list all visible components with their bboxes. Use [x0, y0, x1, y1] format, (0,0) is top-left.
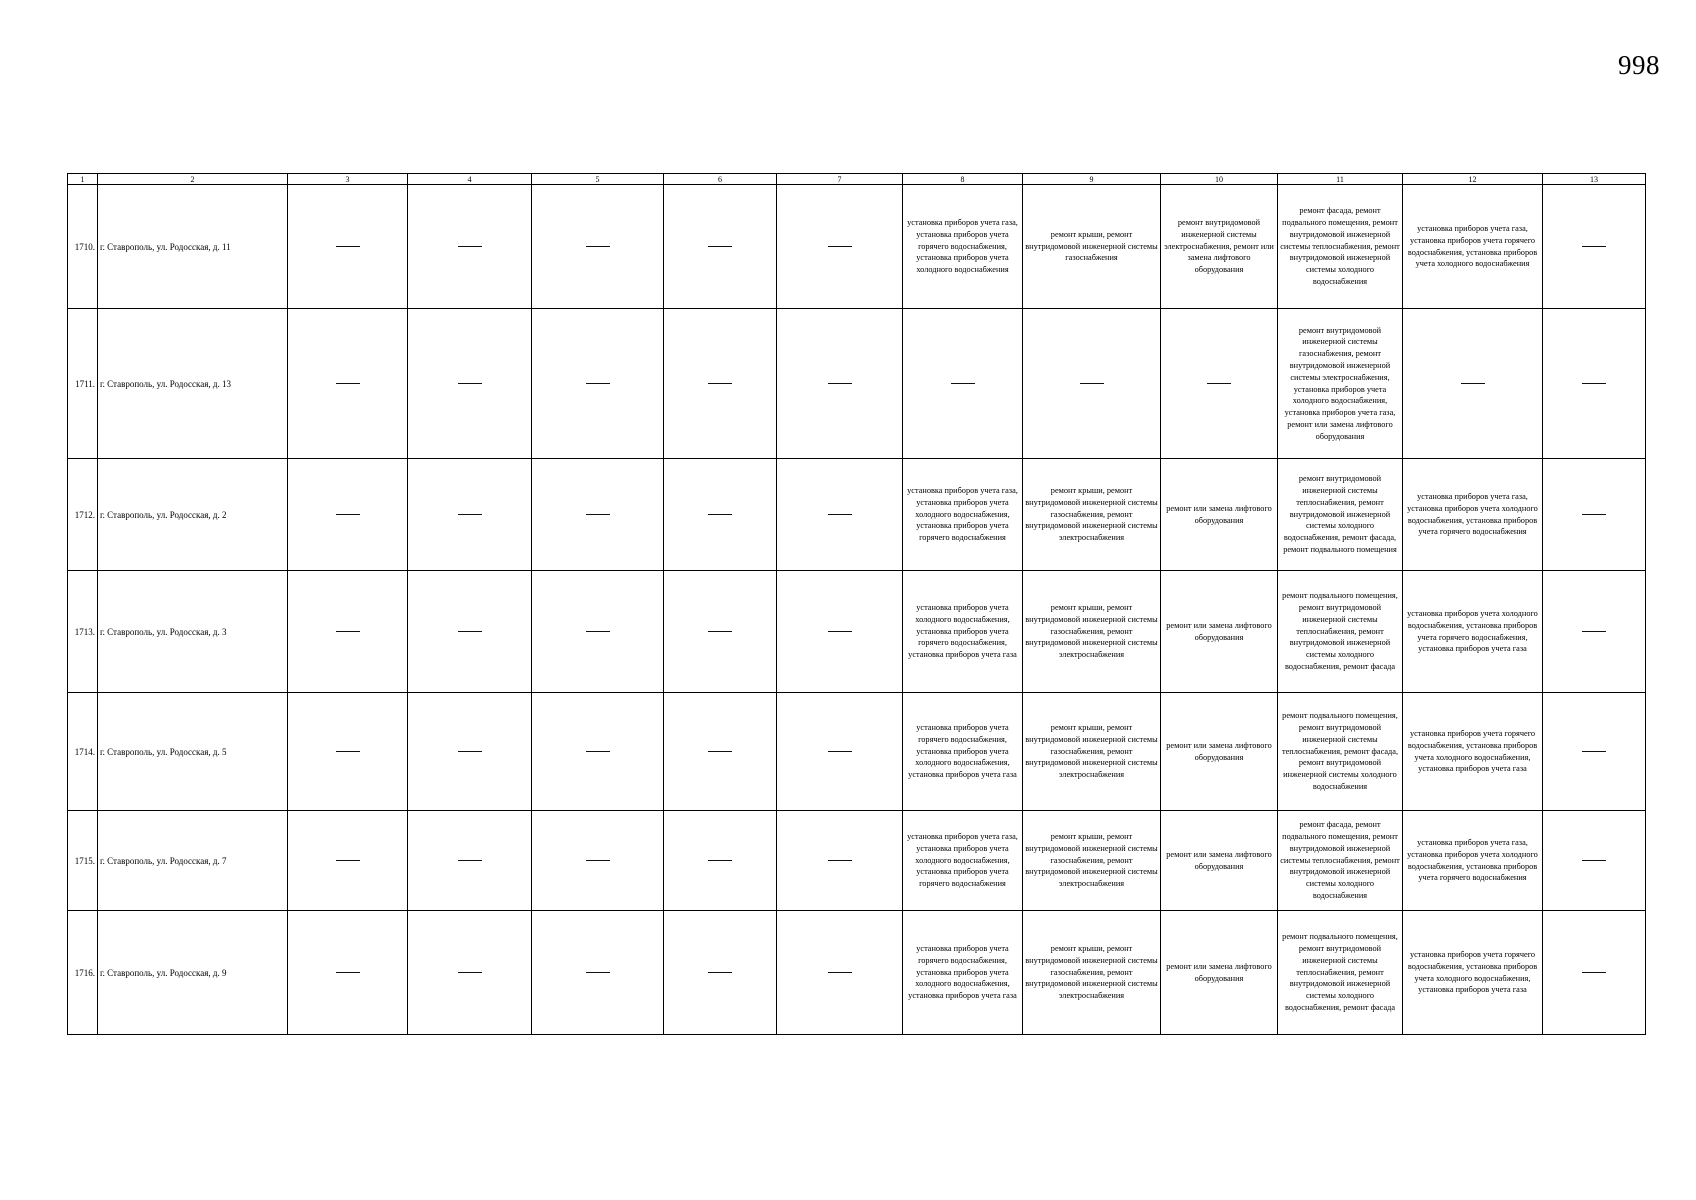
- dash-mark: [1582, 246, 1606, 247]
- work-description-col-10: ремонт или замена лифтового оборудования: [1161, 811, 1278, 911]
- table-row: [68, 459, 1646, 571]
- empty-cell-col-7: [777, 811, 903, 911]
- empty-cell-col-8: [903, 309, 1023, 459]
- row-number: 1716.: [68, 911, 98, 1035]
- empty-cell-col-6: [664, 309, 777, 459]
- work-description-col-12: установка приборов учета газа, установка приборов учета холодного водоснабжения, установка приборов учета горячего водоснабжения: [1403, 459, 1543, 571]
- dash-mark: [458, 860, 482, 861]
- work-description-col-11: ремонт подвального помещения, ремонт внутридомовой инженерной системы теплоснабжения, ремонт внутридомовой инженерной системы холодного водоснабжения, ремонт фасада: [1278, 911, 1403, 1035]
- work-description-col-9: ремонт крыши, ремонт внутридомовой инженерной системы газоснабжения, ремонт внутридомовой инженерной системы электроснабжения: [1023, 693, 1161, 811]
- address-cell: г. Ставрополь, ул. Родосская, д. 9: [98, 911, 288, 1035]
- row-number: 1715.: [68, 811, 98, 911]
- table-row: [68, 911, 1646, 1035]
- empty-cell-col-6: [664, 911, 777, 1035]
- work-description-col-8: установка приборов учета газа, установка приборов учета холодного водоснабжения, установка приборов учета горячего водоснабжения: [903, 459, 1023, 571]
- dash-mark: [458, 631, 482, 632]
- column-header-12: 12: [1403, 174, 1543, 185]
- dash-mark: [828, 514, 852, 515]
- work-description-col-12: установка приборов учета газа, установка приборов учета холодного водоснабжения, установка приборов учета горячего водоснабжения: [1403, 811, 1543, 911]
- dash-mark: [586, 860, 610, 861]
- dash-mark: [708, 972, 732, 973]
- empty-cell-col-3: [288, 811, 408, 911]
- column-header-13: 13: [1543, 174, 1646, 185]
- work-description-col-12: установка приборов учета газа, установка приборов учета горячего водоснабжения, установка приборов учета холодного водоснабжения: [1403, 185, 1543, 309]
- dash-mark: [458, 514, 482, 515]
- work-description-col-10: ремонт или замена лифтового оборудования: [1161, 911, 1278, 1035]
- address-cell: г. Ставрополь, ул. Родосская, д. 5: [98, 693, 288, 811]
- dash-mark: [336, 972, 360, 973]
- dash-mark: [586, 631, 610, 632]
- work-description-col-8: установка приборов учета горячего водоснабжения, установка приборов учета холодного водоснабжения, установка приборов учета газа: [903, 693, 1023, 811]
- empty-cell-col-4: [408, 185, 532, 309]
- column-header-3: 3: [288, 174, 408, 185]
- empty-cell-col-7: [777, 911, 903, 1035]
- dash-mark: [1582, 751, 1606, 752]
- column-header-1: 1: [68, 174, 98, 185]
- empty-cell-col-13: [1543, 309, 1646, 459]
- dash-mark: [1582, 631, 1606, 632]
- dash-mark: [828, 246, 852, 247]
- empty-cell-col-5: [532, 571, 664, 693]
- column-header-10: 10: [1161, 174, 1278, 185]
- address-cell: г. Ставрополь, ул. Родосская, д. 3: [98, 571, 288, 693]
- empty-cell-col-4: [408, 693, 532, 811]
- dash-mark: [336, 246, 360, 247]
- empty-cell-col-5: [532, 911, 664, 1035]
- work-description-col-10: ремонт внутридомовой инженерной системы электроснабжения, ремонт или замена лифтового оборудования: [1161, 185, 1278, 309]
- table-row: [68, 693, 1646, 811]
- dash-mark: [828, 860, 852, 861]
- dash-mark: [828, 631, 852, 632]
- column-header-6: 6: [664, 174, 777, 185]
- dash-mark: [336, 383, 360, 384]
- dash-mark: [708, 383, 732, 384]
- empty-cell-col-6: [664, 811, 777, 911]
- table-row: [68, 811, 1646, 911]
- work-description-col-11: ремонт фасада, ремонт подвального помещения, ремонт внутридомовой инженерной системы теплоснабжения, ремонт внутридомовой инженерной системы холодного водоснабжения: [1278, 185, 1403, 309]
- empty-cell-col-13: [1543, 185, 1646, 309]
- empty-cell-col-4: [408, 459, 532, 571]
- table-row: [68, 185, 1646, 309]
- row-number: 1711.: [68, 309, 98, 459]
- repair-schedule-table: [67, 173, 1646, 1035]
- work-description-col-9: ремонт крыши, ремонт внутридомовой инженерной системы газоснабжения, ремонт внутридомовой инженерной системы электроснабжения: [1023, 911, 1161, 1035]
- column-header-7: 7: [777, 174, 903, 185]
- table-row: [68, 571, 1646, 693]
- dash-mark: [708, 246, 732, 247]
- empty-cell-col-13: [1543, 811, 1646, 911]
- empty-cell-col-3: [288, 459, 408, 571]
- row-number: 1714.: [68, 693, 98, 811]
- address-cell: г. Ставрополь, ул. Родосская, д. 2: [98, 459, 288, 571]
- dash-mark: [828, 751, 852, 752]
- empty-cell-col-4: [408, 811, 532, 911]
- empty-cell-col-4: [408, 911, 532, 1035]
- empty-cell-col-9: [1023, 309, 1161, 459]
- address-cell: г. Ставрополь, ул. Родосская, д. 13: [98, 309, 288, 459]
- empty-cell-col-6: [664, 459, 777, 571]
- work-description-col-11: ремонт внутридомовой инженерной системы теплоснабжения, ремонт внутридомовой инженерной системы холодного водоснабжения, ремонт фасада, ремонт подвального помещения: [1278, 459, 1403, 571]
- work-description-col-8: установка приборов учета холодного водоснабжения, установка приборов учета горячего водоснабжения, установка приборов учета газа: [903, 571, 1023, 693]
- page-number: 998: [1618, 50, 1660, 80]
- dash-mark: [708, 631, 732, 632]
- empty-cell-col-4: [408, 571, 532, 693]
- empty-cell-col-3: [288, 571, 408, 693]
- empty-cell-col-7: [777, 459, 903, 571]
- empty-cell-col-6: [664, 185, 777, 309]
- table-body: [68, 185, 1646, 1035]
- work-description-col-10: ремонт или замена лифтового оборудования: [1161, 571, 1278, 693]
- dash-mark: [586, 751, 610, 752]
- work-description-col-11: ремонт фасада, ремонт подвального помещения, ремонт внутридомовой инженерной системы теплоснабжения, ремонт внутридомовой инженерной системы холодного водоснабжения: [1278, 811, 1403, 911]
- dash-mark: [708, 860, 732, 861]
- work-description-col-9: ремонт крыши, ремонт внутридомовой инженерной системы газоснабжения, ремонт внутридомовой инженерной системы электроснабжения: [1023, 459, 1161, 571]
- dash-mark: [336, 860, 360, 861]
- work-description-col-9: ремонт крыши, ремонт внутридомовой инженерной системы газоснабжения, ремонт внутридомовой инженерной системы электроснабжения: [1023, 811, 1161, 911]
- empty-cell-col-7: [777, 693, 903, 811]
- dash-mark: [951, 383, 975, 384]
- work-description-col-8: установка приборов учета газа, установка приборов учета горячего водоснабжения, установка приборов учета холодного водоснабжения: [903, 185, 1023, 309]
- dash-mark: [336, 751, 360, 752]
- empty-cell-col-13: [1543, 571, 1646, 693]
- empty-cell-col-3: [288, 911, 408, 1035]
- dash-mark: [708, 514, 732, 515]
- dash-mark: [458, 383, 482, 384]
- dash-mark: [458, 751, 482, 752]
- row-number: 1713.: [68, 571, 98, 693]
- column-header-9: 9: [1023, 174, 1161, 185]
- empty-cell-col-7: [777, 571, 903, 693]
- empty-cell-col-7: [777, 309, 903, 459]
- dash-mark: [708, 751, 732, 752]
- empty-cell-col-13: [1543, 911, 1646, 1035]
- column-header-5: 5: [532, 174, 664, 185]
- work-description-col-11: ремонт подвального помещения, ремонт внутридомовой инженерной системы теплоснабжения, ремонт фасада, ремонт внутридомовой инженерной системы холодного водоснабжения: [1278, 693, 1403, 811]
- empty-cell-col-6: [664, 693, 777, 811]
- dash-mark: [586, 383, 610, 384]
- work-description-col-8: установка приборов учета горячего водоснабжения, установка приборов учета холодного водоснабжения, установка приборов учета газа: [903, 911, 1023, 1035]
- work-description-col-9: ремонт крыши, ремонт внутридомовой инженерной системы газоснабжения, ремонт внутридомовой инженерной системы электроснабжения: [1023, 571, 1161, 693]
- column-number-header-row: [68, 174, 1646, 185]
- empty-cell-col-3: [288, 693, 408, 811]
- work-description-col-12: установка приборов учета холодного водоснабжения, установка приборов учета горячего водоснабжения, установка приборов учета газа: [1403, 571, 1543, 693]
- address-cell: г. Ставрополь, ул. Родосская, д. 7: [98, 811, 288, 911]
- table-row: [68, 309, 1646, 459]
- dash-mark: [586, 514, 610, 515]
- empty-cell-col-5: [532, 459, 664, 571]
- empty-cell-col-3: [288, 185, 408, 309]
- empty-cell-col-6: [664, 571, 777, 693]
- dash-mark: [336, 514, 360, 515]
- work-description-col-12: установка приборов учета горячего водоснабжения, установка приборов учета холодного водоснабжения, установка приборов учета газа: [1403, 911, 1543, 1035]
- dash-mark: [586, 972, 610, 973]
- column-header-8: 8: [903, 174, 1023, 185]
- work-description-col-12: установка приборов учета горячего водоснабжения, установка приборов учета холодного водоснабжения, установка приборов учета газа: [1403, 693, 1543, 811]
- dash-mark: [458, 246, 482, 247]
- column-header-4: 4: [408, 174, 532, 185]
- work-description-col-11: ремонт внутридомовой инженерной системы газоснабжения, ремонт внутридомовой инженерной системы электроснабжения, установка приборов учета холодного водоснабжения, установка приборов учета газа, ремонт или замена лифтового оборудования: [1278, 309, 1403, 459]
- dash-mark: [1582, 972, 1606, 973]
- work-description-col-10: ремонт или замена лифтового оборудования: [1161, 693, 1278, 811]
- dash-mark: [336, 631, 360, 632]
- address-cell: г. Ставрополь, ул. Родосская, д. 11: [98, 185, 288, 309]
- work-description-col-11: ремонт подвального помещения, ремонт внутридомовой инженерной системы теплоснабжения, ремонт внутридомовой инженерной системы холодного водоснабжения, ремонт фасада: [1278, 571, 1403, 693]
- empty-cell-col-12: [1403, 309, 1543, 459]
- empty-cell-col-7: [777, 185, 903, 309]
- row-number: 1710.: [68, 185, 98, 309]
- empty-cell-col-10: [1161, 309, 1278, 459]
- empty-cell-col-4: [408, 309, 532, 459]
- dash-mark: [1461, 383, 1485, 384]
- dash-mark: [458, 972, 482, 973]
- dash-mark: [828, 972, 852, 973]
- dash-mark: [1582, 514, 1606, 515]
- work-description-col-9: ремонт крыши, ремонт внутридомовой инженерной системы газоснабжения: [1023, 185, 1161, 309]
- empty-cell-col-13: [1543, 693, 1646, 811]
- empty-cell-col-5: [532, 185, 664, 309]
- dash-mark: [586, 246, 610, 247]
- dash-mark: [1582, 860, 1606, 861]
- empty-cell-col-5: [532, 693, 664, 811]
- work-description-col-10: ремонт или замена лифтового оборудования: [1161, 459, 1278, 571]
- dash-mark: [1080, 383, 1104, 384]
- row-number: 1712.: [68, 459, 98, 571]
- dash-mark: [828, 383, 852, 384]
- dash-mark: [1582, 383, 1606, 384]
- empty-cell-col-5: [532, 811, 664, 911]
- dash-mark: [1207, 383, 1231, 384]
- work-description-col-8: установка приборов учета газа, установка приборов учета холодного водоснабжения, установка приборов учета горячего водоснабжения: [903, 811, 1023, 911]
- empty-cell-col-13: [1543, 459, 1646, 571]
- empty-cell-col-3: [288, 309, 408, 459]
- column-header-2: 2: [98, 174, 288, 185]
- column-header-11: 11: [1278, 174, 1403, 185]
- empty-cell-col-5: [532, 309, 664, 459]
